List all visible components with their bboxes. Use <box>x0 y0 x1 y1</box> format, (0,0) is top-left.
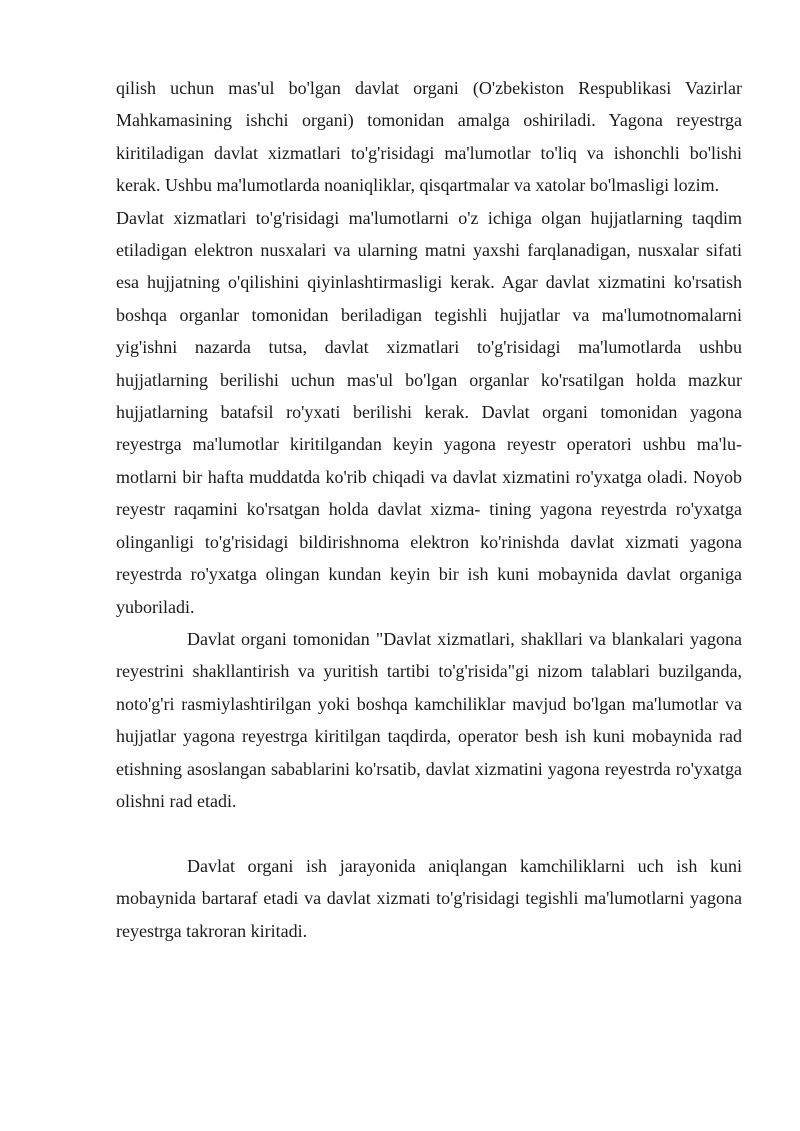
paragraph-3: Davlat organi tomonidan "Davlat xizmatlari, shakllari va blankalari yagona reyestrini shakllantirish va yuritish tartibi to'g'risida"gi nizom talablari buzilganda, noto'g'ri rasmiylashtirilgan yoki boshqa kamchiliklar mavjud bo'lgan ma'lumotlar va hujjatlar yagona reyestrga kiritilgan taqdirda, operator besh ish kuni mobaynida rad etishning asoslangan sabablarini ko'rsatib, davlat xizmatini yagona reyestrda ro'yxatga olishni rad etadi. <box>116 628 742 811</box>
paragraph-1: qilish uchun mas'ul bo'lgan davlat organi (O'zbekiston Respublikasi Vazirlar Mahkamasining ishchi organi) tomonidan amalga oshiriladi. Yagona reyestrga kiritiladigan davlat xizmatlari to'g'risidagi ma'lumotlar to'liq va ishonchli bo'lishi kerak. Ushbu ma'lumotlarda noaniqliklar, qisqartmalar va xatolar bo'lmasligi lozim. <box>116 78 742 196</box>
paragraph-spacer <box>116 817 742 849</box>
paragraph-4: Davlat organi ish jarayonida aniqlangan kamchiliklarni uch ish kuni mobaynida bartaraf etadi va davlat xizmati to'g'risidagi tegishli ma'lumotlarni yagona reyestrga takroran kiritadi. <box>116 855 742 941</box>
paragraph-2: Davlat xizmatlari to'g'risidagi ma'lumotlarni o'z ichiga olgan hujjatlarning taqdim etiladigan elektron nusxalari va ularning matni yaxshi farqlanadigan, nusxalar sifati esa hujjatning o'qilishini qiyinlashtirmasligi kerak. Agar davlat xizmatini ko'rsatish boshqa organlar tomonidan beriladigan tegishli hujjatlar va ma'lumotnomalarni yig'ishni nazarda tutsa, davlat xizmatlari to'g'risidagi ma'lumotlarda ushbu hujjatlarning berilishi uchun mas'ul bo'lgan organlar ko'rsatilgan holda mazkur hujjatlarning batafsil ro'yxati berilishi kerak. Davlat organi tomonidan yagona reyestrga ma'lumotlar kiritilgandan keyin yagona reyestr operatori ushbu ma'lu-motlarni bir hafta muddatda ko'rib chiqadi va davlat xizmatini ro'yxatga oladi. Noyob reyestr raqamini ko'rsatgan holda davlat xizma- tining yagona reyestrda ro'yxatga olinganligi to'g'risidagi bildirishnoma elektron ko'rinishda davlat xizmati yagona reyestrda ro'yxatga olingan kundan keyin bir ish kuni mobaynida davlat organiga yuboriladi. <box>116 207 742 617</box>
document-page <box>116 72 742 947</box>
